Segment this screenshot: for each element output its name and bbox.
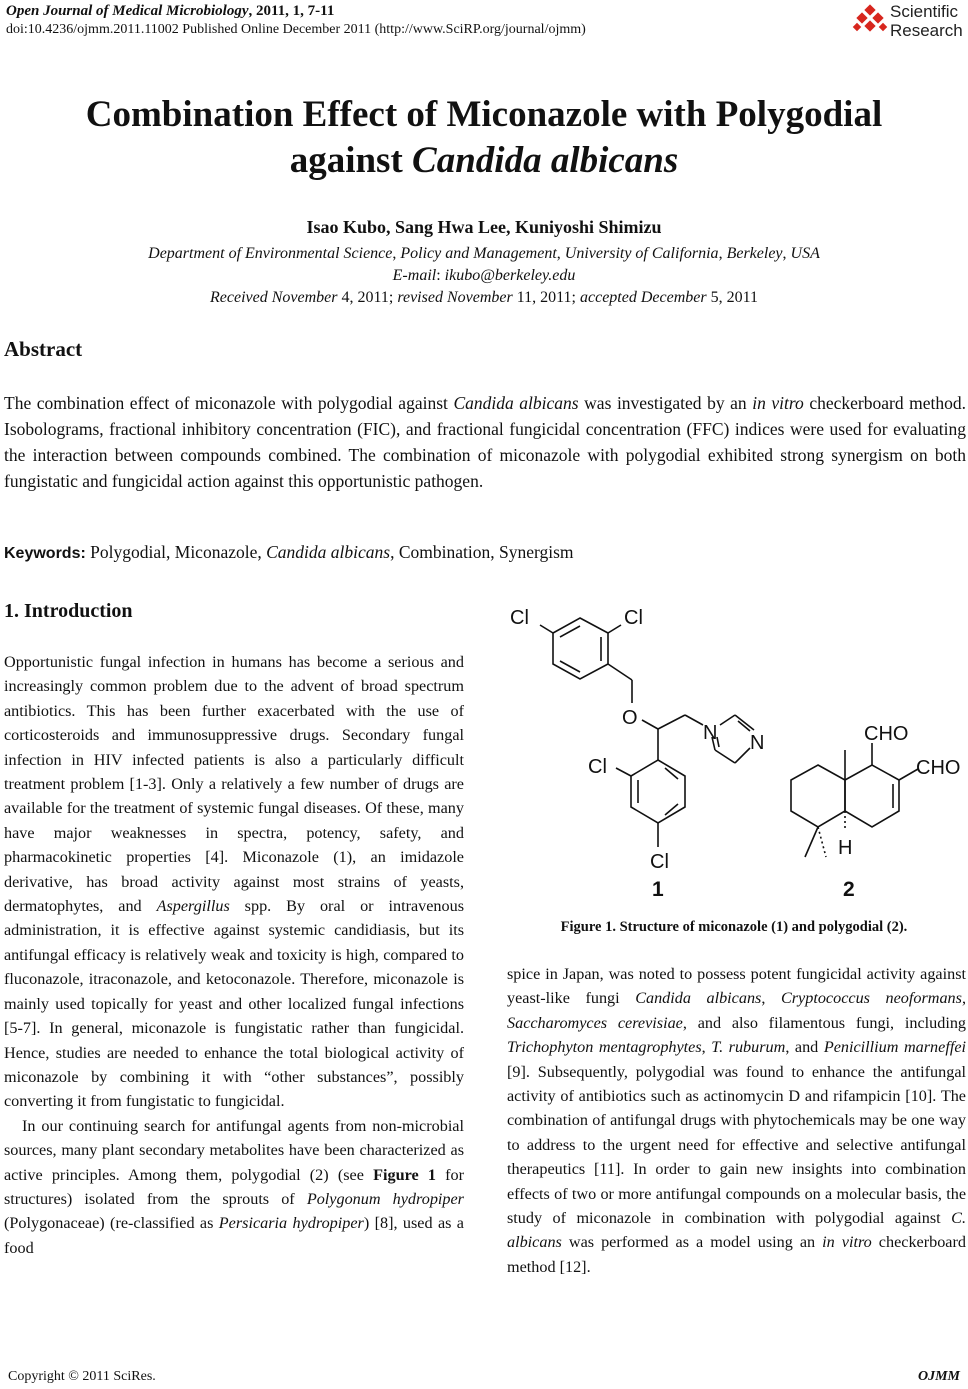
r-species-7: C. albicans bbox=[507, 1209, 966, 1252]
intro-paragraph-2-cont bbox=[507, 962, 966, 1279]
title-line1: Combination Effect of Miconazole with Polygodial bbox=[85, 94, 883, 135]
keywords bbox=[4, 542, 574, 563]
abstract-body bbox=[4, 390, 966, 494]
paper-title bbox=[0, 92, 968, 184]
r-species-3: Saccharomyces cerevisiae bbox=[507, 1013, 683, 1032]
ring-b bbox=[845, 765, 899, 827]
keywords-organism: Candida albicans bbox=[266, 542, 391, 562]
intro-paragraph-2 bbox=[4, 1114, 464, 1260]
revised-date: 11, 2011; bbox=[512, 289, 580, 306]
email-link[interactable]: ikubo@berkeley.edu bbox=[444, 267, 576, 284]
footer-copyright: Copyright © 2011 SciRes. bbox=[8, 1369, 156, 1384]
footer-journal: OJMM bbox=[917, 1369, 960, 1384]
policy: Policy and Management bbox=[400, 245, 557, 262]
r-text-1: spice in Japan, was noted to possess potent fungicidal activity against yeast-like fungi bbox=[507, 965, 966, 1008]
cl-label-1: Cl bbox=[510, 607, 529, 629]
ring-top bbox=[553, 618, 608, 679]
intro-text-1: Opportunistic fungal infection in humans has become a serious and increasingly common problem due to the advent of broad spectrum antibiotics. This has been further exacerbated with the use of corticosteroids and immunosuppressive drugs. Secondary fungal infection in HIV infected patients is also a particularly difficult treatment problem [1-3]. Only a relatively a few number of drugs are available for the treatment of systemic fungal diseases. Of these, many have major weaknesses in spectra, potency, safety, and pharmacokinetic properties [4]. Miconazole (1), an imidazole derivative, has broad activity against most strains of yeasts, dermatophytes, and bbox=[4, 653, 464, 916]
figure-1 bbox=[500, 595, 968, 907]
abstract-text-1: The combination effect of miconazole with polygodial against bbox=[4, 393, 454, 413]
imid-3 bbox=[735, 748, 750, 763]
r-species-4: Trichophyton mentagrophytes bbox=[507, 1038, 702, 1057]
ring-bottom-double-1 bbox=[665, 768, 678, 779]
title-line2 bbox=[0, 138, 968, 184]
ring-a bbox=[791, 765, 845, 827]
cl-label-4: Cl bbox=[650, 851, 669, 873]
right-column bbox=[507, 962, 966, 1279]
r-text-4: , and also filamentous fungi, including bbox=[682, 1013, 967, 1032]
affiliation-line: Department of Environmental Science, Policy and Management, University of California, Berkeley, USA bbox=[148, 245, 820, 262]
accepted-date: 5, 2011 bbox=[706, 289, 758, 306]
r-species-5: T. ruburum bbox=[711, 1038, 786, 1057]
intro-p2-text-c: (Polygonaceae) (re-classified as bbox=[4, 1214, 219, 1233]
university: University of California bbox=[564, 245, 719, 262]
city: Berkeley bbox=[726, 245, 783, 262]
abstract-text-2: was investigated by an bbox=[578, 393, 753, 413]
intro-p2-text-b: for structures) isolated from the sprouts of bbox=[4, 1165, 464, 1208]
r-text-9: checkerboard method [12]. bbox=[507, 1233, 966, 1276]
ring-bottom-double-2 bbox=[665, 804, 678, 815]
cl-label-2: Cl bbox=[624, 607, 643, 629]
compound-number-1: 1 bbox=[652, 878, 664, 901]
r-in-vitro: in vitro bbox=[822, 1233, 872, 1252]
journal-header bbox=[6, 3, 334, 20]
cl-label-3: Cl bbox=[588, 756, 607, 778]
ring-bottom bbox=[631, 760, 685, 823]
intro-p2-text-a: In our continuing search for antifungal agents from non-microbial sources, many plant secondary metabolites have been characterized as active principles. Among them, polygodial (2) (see bbox=[4, 1116, 464, 1184]
bond-ch2 bbox=[608, 664, 632, 680]
accepted-label: accepted December bbox=[579, 289, 707, 306]
abstract-in-vitro: in vitro bbox=[752, 393, 804, 413]
abstract-organism: Candida albicans bbox=[453, 393, 579, 413]
revised-label: revised November bbox=[397, 289, 513, 306]
left-column bbox=[4, 650, 464, 1260]
keywords-1: Polygodial, Miconazole, bbox=[85, 542, 267, 562]
r-species-2: Cryptococcus neoformans bbox=[780, 989, 962, 1008]
abstract-text-3: checkerboard method. Isobolograms, fractional inhibitory concentration (FIC), and fractional fungicidal concentration (FFC) indices were used for evaluating the interaction between compounds combined. The combination of miconazole with polygodial exhibited strong synergism on both fungistatic and fungicidal action against this opportunistic pathogen. bbox=[4, 393, 967, 491]
bond-methyl-right bbox=[818, 827, 826, 857]
bond-cl1 bbox=[540, 625, 553, 633]
intro-text-2: spp. By oral or intravenous administration, it is effective against systemic candidiasis, but its antifungal efficacy is relatively weak and toxicity is high, compared to fluconazole, itraconazole, and ketoconazole. Therefore, miconazole is mainly used topically for yeast and other localized fungal infections [5-7]. In general, miconazole is fungistatic rather than fungicidal. Hence, studies are needed to enhance the total biological activity of miconazole by combining it with “other substances”, possibly converting it from fungistatic to fungicidal. bbox=[4, 897, 465, 1111]
r-text-5: , bbox=[701, 1038, 712, 1057]
volume-info: , 2011, 1, 7-11 bbox=[248, 3, 335, 19]
scirp-logo-icon bbox=[852, 4, 888, 40]
publisher-logo bbox=[850, 2, 968, 44]
o-label: O bbox=[622, 707, 638, 729]
country: USA bbox=[790, 245, 820, 262]
section-heading-introduction: 1. Introduction bbox=[4, 600, 133, 622]
intro-p2-text-d: ) [8], used as a food bbox=[4, 1214, 464, 1257]
miconazole-structure bbox=[510, 607, 764, 901]
imid-2 bbox=[735, 715, 754, 730]
dates-line bbox=[0, 287, 968, 309]
imid-1 bbox=[720, 715, 735, 725]
doi-line: doi:10.4236/ojmm.2011.11002 Published Online December 2011 (http://www.SciRP.org/journal/ojmm) bbox=[6, 22, 586, 37]
r-text-3: , bbox=[961, 989, 966, 1008]
n-label-2: N bbox=[750, 732, 765, 754]
r-text-6: , and bbox=[785, 1038, 824, 1057]
keywords-label: Keywords: bbox=[4, 545, 86, 562]
keywords-2: , Combination, Synergism bbox=[390, 542, 574, 562]
r-text-7: [9]. Subsequently, polygodial was found to enhance the antifungal activity of antibiotics such as actinomycin D and rifampicin [10]. The combination of antifungal drugs with phytochemicals may be one way to address to the urgent need for effective and selective antifungal therapeutics [11]. In order to gain new insights into combination effects of two or more antifungal compounds on a molecular basis, the study of miconazole in combination with polygodial against bbox=[507, 1062, 966, 1228]
intro-paragraph-1 bbox=[4, 650, 464, 1114]
n-label-1: N bbox=[703, 722, 718, 744]
r-species-6: Penicillium marneffei bbox=[823, 1038, 967, 1057]
received-label: Received November bbox=[210, 289, 338, 306]
h-label: H bbox=[838, 837, 853, 859]
title-prefix: against bbox=[289, 140, 413, 181]
cho-label-1: CHO bbox=[864, 723, 909, 745]
email-line: E-mail: ikubo@berkeley.edu bbox=[392, 267, 576, 284]
bond-cl3 bbox=[616, 768, 631, 776]
journal-name: Open Journal of Medical Microbiology bbox=[6, 3, 249, 19]
cho-label-2: CHO bbox=[916, 757, 961, 779]
figure-reference[interactable]: Figure 1 bbox=[373, 1165, 436, 1184]
intro-aspergillus: Aspergillus bbox=[156, 897, 230, 916]
chemical-structures bbox=[500, 595, 968, 907]
bond-ch-ch2 bbox=[658, 715, 685, 729]
compound-number-2: 2 bbox=[843, 878, 855, 901]
bond-ch2-n bbox=[685, 715, 703, 725]
affiliation bbox=[0, 243, 968, 309]
abstract-heading: Abstract bbox=[4, 337, 83, 361]
r-species-1: Candida albicans bbox=[635, 989, 762, 1008]
logo-line2: Research bbox=[890, 21, 963, 40]
received-date: 4, 2011; bbox=[337, 289, 398, 306]
intro-species-2: Persicaria hydropiper bbox=[218, 1214, 364, 1233]
imid-4 bbox=[715, 750, 735, 763]
polygodial-structure bbox=[791, 723, 960, 901]
r-text-8: was performed as a model using an bbox=[561, 1233, 823, 1252]
bond-cl2 bbox=[608, 625, 621, 633]
bond-o-ch bbox=[642, 720, 658, 729]
authors: Isao Kubo, Sang Hwa Lee, Kuniyoshi Shimizu bbox=[306, 217, 662, 237]
intro-species-1: Polygonum hydropiper bbox=[306, 1189, 464, 1208]
email-label: E-mail bbox=[392, 267, 437, 284]
dept: Department of Environmental Science bbox=[148, 245, 393, 262]
figure-caption: Figure 1. Structure of miconazole (1) and polygodial (2). bbox=[560, 919, 908, 935]
logo-text bbox=[890, 2, 963, 40]
title-organism: Candida albicans bbox=[412, 140, 679, 181]
r-text-2: , bbox=[761, 989, 781, 1008]
logo-line1: Scientific bbox=[890, 2, 959, 21]
bond-methyl-left bbox=[805, 827, 818, 857]
